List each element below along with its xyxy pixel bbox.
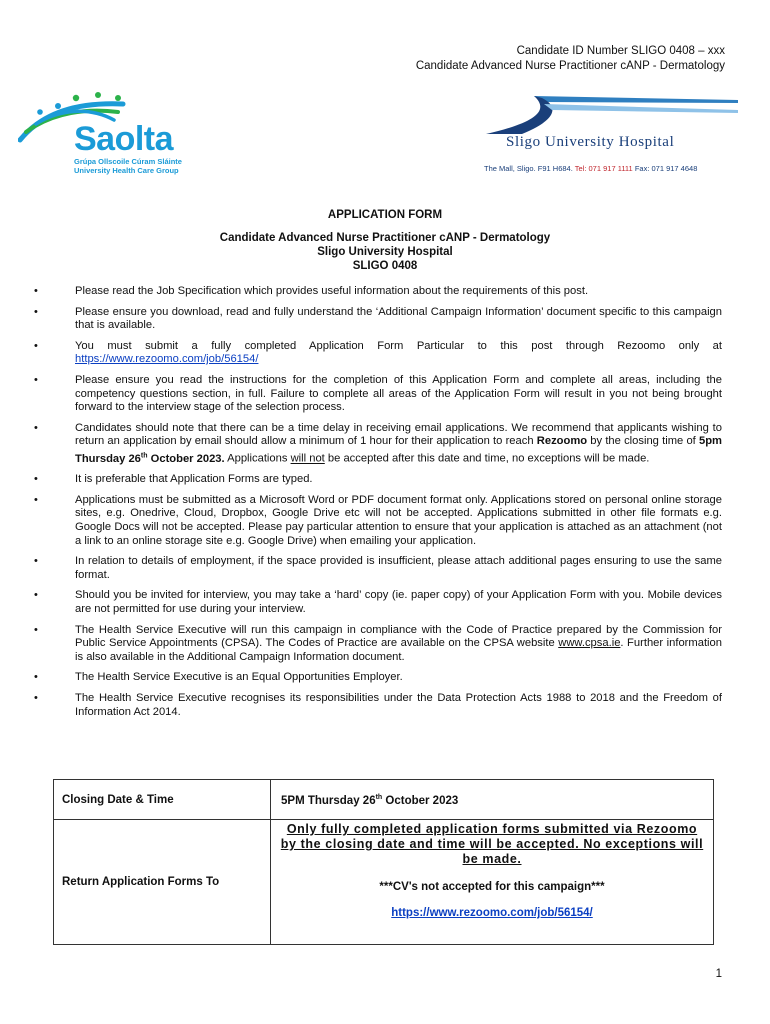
- list-item: [34, 374, 722, 415]
- candidate-post: Candidate Advanced Nurse Practitioner cANP - Dermatology: [415, 60, 725, 72]
- cpsa-link[interactable]: www.cpsa.ie: [558, 637, 621, 650]
- sligo-hospital-address: [484, 164, 697, 173]
- list-item-text: It is preferable that Application Forms are typed.: [75, 473, 313, 486]
- list-item-text: . Further information is also available in the Additional Campaign Information document.: [75, 637, 722, 663]
- sligo-hospital-logo: [482, 94, 738, 176]
- list-item-text: The Health Service Executive recognises its responsibilities under the Data Protection Acts 1988 to 2018 and the Freedom of Information Act 2014.: [75, 691, 722, 718]
- list-item-text: Please read the Job Specification which provides useful information about the requirements of this post.: [75, 285, 589, 297]
- will-not-underlined: will not: [290, 452, 325, 465]
- closing-date: October 2023.: [147, 452, 225, 465]
- candidate-id: Candidate ID Number SLIGO 0408 – xxx: [516, 45, 725, 57]
- list-item-text: Should you be invited for interview, you may take a ‘hard’ copy (ie. paper copy) of your Application Form with you. Mobile devices are not permitted for use during your interview.: [75, 589, 722, 616]
- list-item: [34, 589, 722, 616]
- closing-date-value: [271, 780, 714, 820]
- list-item-text: Applications must be submitted as a Microsoft Word or PDF document format only. Applications stored on personal online storage sites, e.g. Onedrive, Cloud, Dropbox, Google Drive etc will not be accepted. Applications submitted in other file formats e.g. Google Docs will not be accepted. Please pay particular attention to ensure that your application is attached as an attachment (not a link to an online storage site e.g. Google Drive) when emailing your application.: [75, 493, 722, 547]
- closing-date-sup: th: [375, 794, 383, 801]
- page-number: 1: [715, 968, 722, 980]
- list-item-text: be accepted after this date and time, no exceptions will be made.: [324, 452, 650, 465]
- saolta-subtitle-irish: Grúpa Ollscoile Cúram Sláinte: [74, 157, 182, 166]
- closing-date-text: 5PM Thursday 26: [281, 794, 376, 807]
- list-item-text: Please ensure you download, read and fully understand the ‘Additional Campaign Information’ document specific to this campaign that is available.: [75, 305, 722, 332]
- table-row: [54, 820, 714, 945]
- closing-date-month: October 2023: [382, 794, 459, 807]
- list-item: [34, 555, 722, 582]
- sligo-hospital-name: Sligo University Hospital: [506, 134, 675, 150]
- saolta-wordmark: Saolta: [74, 120, 174, 158]
- list-item-text: Please ensure you read the instructions for the completion of this Application Form and complete all areas, including the competency questions section, in full. Failure to complete all areas of the Application Form will result in you not being brought forward to the interview stage of the selection process.: [75, 373, 722, 414]
- list-item-text: You must submit a fully completed Application Form Particular to this post through Rezoomo only at: [75, 339, 722, 352]
- rezoomo-job-link[interactable]: https://www.rezoomo.com/job/56154/: [75, 353, 259, 366]
- list-item-text: The Health Service Executive will run this campaign in compliance with the Code of Practice prepared by the Commission for Public Service Appointments (CPSA). The Codes of Practice are available on the CPSA website: [75, 623, 722, 650]
- form-title: APPLICATION FORM: [327, 209, 443, 221]
- list-item: [34, 340, 722, 367]
- list-item: [34, 671, 722, 685]
- address-text: The Mall, Sligo. F91 H684.: [484, 164, 573, 173]
- list-item: [34, 422, 722, 467]
- table-row: [54, 780, 714, 820]
- campaign-code: SLIGO 0408: [352, 260, 418, 272]
- list-item: [34, 692, 722, 719]
- instruction-list: [34, 285, 722, 726]
- saolta-logo: [18, 92, 218, 180]
- return-forms-value: [271, 820, 714, 945]
- list-item-text: In relation to details of employment, if the space provided is insufficient, please attach additional pages ensuring to use the same format.: [75, 555, 722, 581]
- cv-note: ***CV's not accepted for this campaign***: [379, 881, 605, 893]
- fax: Fax: 071 917 4648: [634, 164, 698, 173]
- list-item: [34, 285, 722, 299]
- closing-sup: th: [140, 451, 148, 459]
- rezoomo-bold: Rezoomo: [536, 435, 588, 448]
- document-header: [416, 44, 725, 74]
- return-forms-label: Return Application Forms To: [54, 820, 271, 945]
- hospital-title: Sligo University Hospital: [317, 246, 453, 258]
- post-title: Candidate Advanced Nurse Practitioner cANP - Dermatology: [219, 232, 551, 244]
- submission-warning: Only fully completed application forms submitted via Rezoomo by the closing date and time will be accepted. No exceptions will be made.: [280, 822, 704, 866]
- sligo-wave-icon: [482, 94, 738, 134]
- list-item-text: The Health Service Executive is an Equal Opportunities Employer.: [75, 671, 403, 684]
- list-item-text: Applications: [224, 452, 291, 465]
- list-item-text: by the closing time of: [587, 435, 699, 448]
- rezoomo-return-link[interactable]: https://www.rezoomo.com/job/56154/: [391, 907, 593, 919]
- list-item: [34, 624, 722, 665]
- closing-time: 5pm Thursday 26: [75, 435, 722, 465]
- closing-info-table: [53, 779, 714, 945]
- list-item: [34, 473, 722, 487]
- telephone: Tel: 071 917 1111: [574, 164, 633, 173]
- list-item: [34, 306, 722, 333]
- saolta-subtitle-english: University Health Care Group: [74, 166, 179, 175]
- list-item-text: Candidates should note that there can be a time delay in receiving email applications. We recommend that applicants wishing to return an application by email should allow a minimum of 1 hour for their application to reach: [75, 421, 722, 448]
- form-title-block: [0, 208, 770, 273]
- closing-date-label: Closing Date & Time: [54, 780, 271, 820]
- list-item: [34, 494, 722, 548]
